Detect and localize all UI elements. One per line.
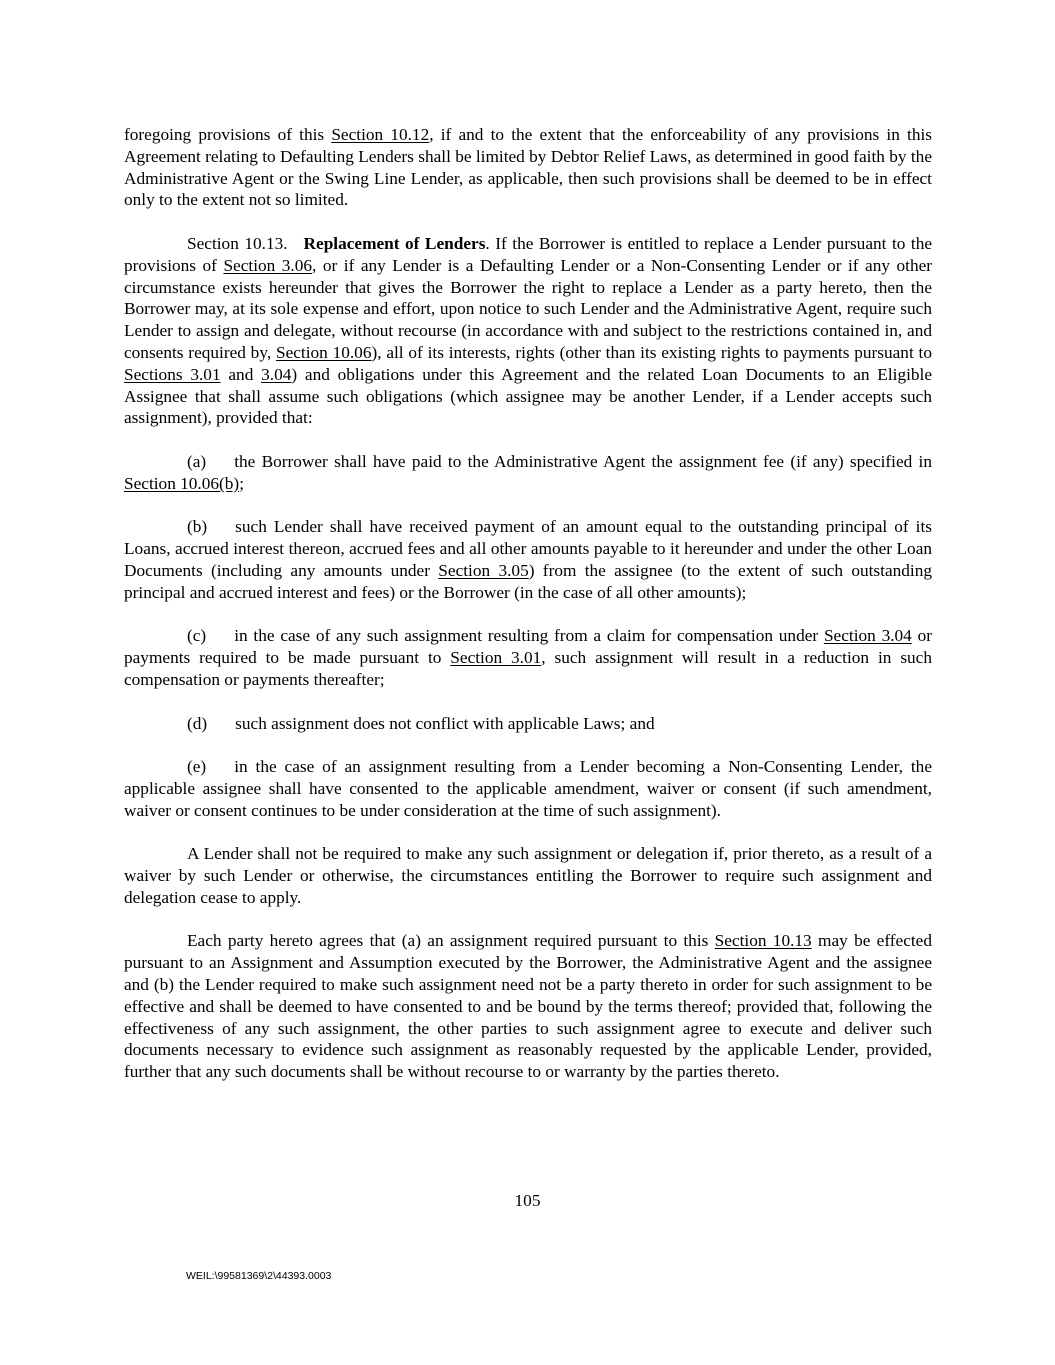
clause-label: (d) (187, 713, 208, 733)
section-heading: Replacement of Lenders (303, 233, 486, 253)
text: ) from the assignee (to the extent of such outstanding principal and accrued interest and fees) or the Borrower (in the case of all other amounts); (124, 560, 932, 602)
text: ) and obligations under this Agreement and the related Loan Documents to an Eligible Assignee that shall assume such obligations (which assignee may be another Lender, if a Lender accepts such assignment), provided that: (124, 364, 933, 428)
clause-label: (a) (187, 451, 207, 471)
text: in the case of any such assignment resulting from a claim for compensation under (234, 626, 824, 646)
text: may be effected pursuant to an Assignment and Assumption executed by the Borrower, the Administrative Agent and the assignee and (b) the Lender required to make such assignment need not be a party thereto in order for such assignment to be effective and shall be deemed to have consented to and be bound by the terms thereof; provided that, following the effectiveness of any such assignment, the other parties to such assignment agree to execute and deliver such documents necessary to evidence such assignment as reasonably requested by the applicable Lender, provided, further that any such documents shall be without recourse to or warranty by the parties thereto. (124, 931, 932, 1082)
section-reference: Section 3.05 (438, 560, 529, 580)
text: ; (239, 473, 245, 493)
section-reference: Section 10.12 (331, 125, 430, 144)
text: A Lender shall not be required to make any such assignment or delegation if, prior thereto, as a result of a waiver by such Lender or otherwise, the circumstances entitling the Borrower to require such assignment and delegation cease to apply. (124, 844, 932, 907)
section-number: Section 10.13. (187, 233, 288, 253)
text: ), all of its interests, rights (other than its existing rights to payments pursuant to (371, 342, 932, 362)
clause-a (124, 451, 932, 495)
section-reference: Section 10.06 (275, 342, 372, 362)
text: the Borrower shall have paid to the Administrative Agent the assignment fee (if any) specified in (234, 451, 932, 471)
page-number: 105 (514, 1191, 541, 1210)
section-reference: Section 3.04 (823, 626, 912, 646)
paragraph-each-party (124, 930, 932, 1083)
text: or payments required to be made pursuant to (124, 626, 932, 668)
text: foregoing provisions of this (124, 125, 332, 144)
section-reference: 3.04 (261, 364, 292, 384)
text: , if and to the extent that the enforceability of any provisions in this Agreement relating to Defaulting Lenders shall be limited by Debtor Relief Laws, as determined in good faith by the Administrative Agent or the Swing Line Lender, as applicable, then such provisions shall be deemed to be in effect only to the extent not so limited. (124, 125, 932, 210)
section-reference: Section 10.06(b) (124, 473, 240, 493)
section-10-13-paragraph (124, 233, 932, 429)
document-body (124, 124, 932, 1105)
text: in the case of an assignment resulting from a Lender becoming a Non-Consenting Lender, the applicable assignee shall have consented to the applicable amendment, waiver or consent (if such amendment, waiver or consent continues to be under consideration at the time of such assignment). (124, 757, 932, 820)
document-id: WEIL:\99581369\2\44393.0003 (186, 1270, 332, 1282)
section-reference: Section 3.01 (450, 648, 542, 668)
clause-d (124, 713, 932, 735)
text: Each party hereto agrees that (a) an assignment required pursuant to this (187, 931, 715, 951)
section-reference: Sections 3.01 (124, 364, 221, 384)
section-reference: Section 10.13 (714, 931, 812, 951)
clause-label: (c) (187, 626, 207, 646)
text: and (220, 364, 262, 384)
text: , or if any Lender is a Defaulting Lender or a Non-Consenting Lender or if any other circumstance exists hereunder that gives the Borrower the right to replace a Lender as a party hereto, then the Borrower may, at its sole expense and effort, upon notice to such Lender and the Administrative Agent, require such Lender to assign and delegate, without recourse (in accordance with and subject to the restrictions contained in, and consents required by, (124, 255, 933, 362)
clause-label: (b) (187, 517, 208, 537)
paragraph-intro (124, 124, 932, 211)
clause-c (124, 625, 932, 690)
text: such Lender shall have received payment of an amount equal to the outstanding principal of its Loans, accrued interest thereon, accrued fees and all other amounts payable to it hereunder and under the other Loan Documents (including any amounts under (124, 517, 932, 580)
section-reference: Section 3.06 (223, 255, 313, 275)
text: , such assignment will result in a reduction in such compensation or payments thereafter; (124, 648, 932, 689)
paragraph-waiver (124, 843, 932, 908)
clause-b (124, 516, 932, 603)
text: . If the Borrower is entitled to replace a Lender pursuant to the provisions of (124, 233, 932, 275)
text: such assignment does not conflict with applicable Laws; and (235, 713, 655, 733)
clause-e (124, 756, 932, 821)
clause-label: (e) (187, 757, 207, 777)
